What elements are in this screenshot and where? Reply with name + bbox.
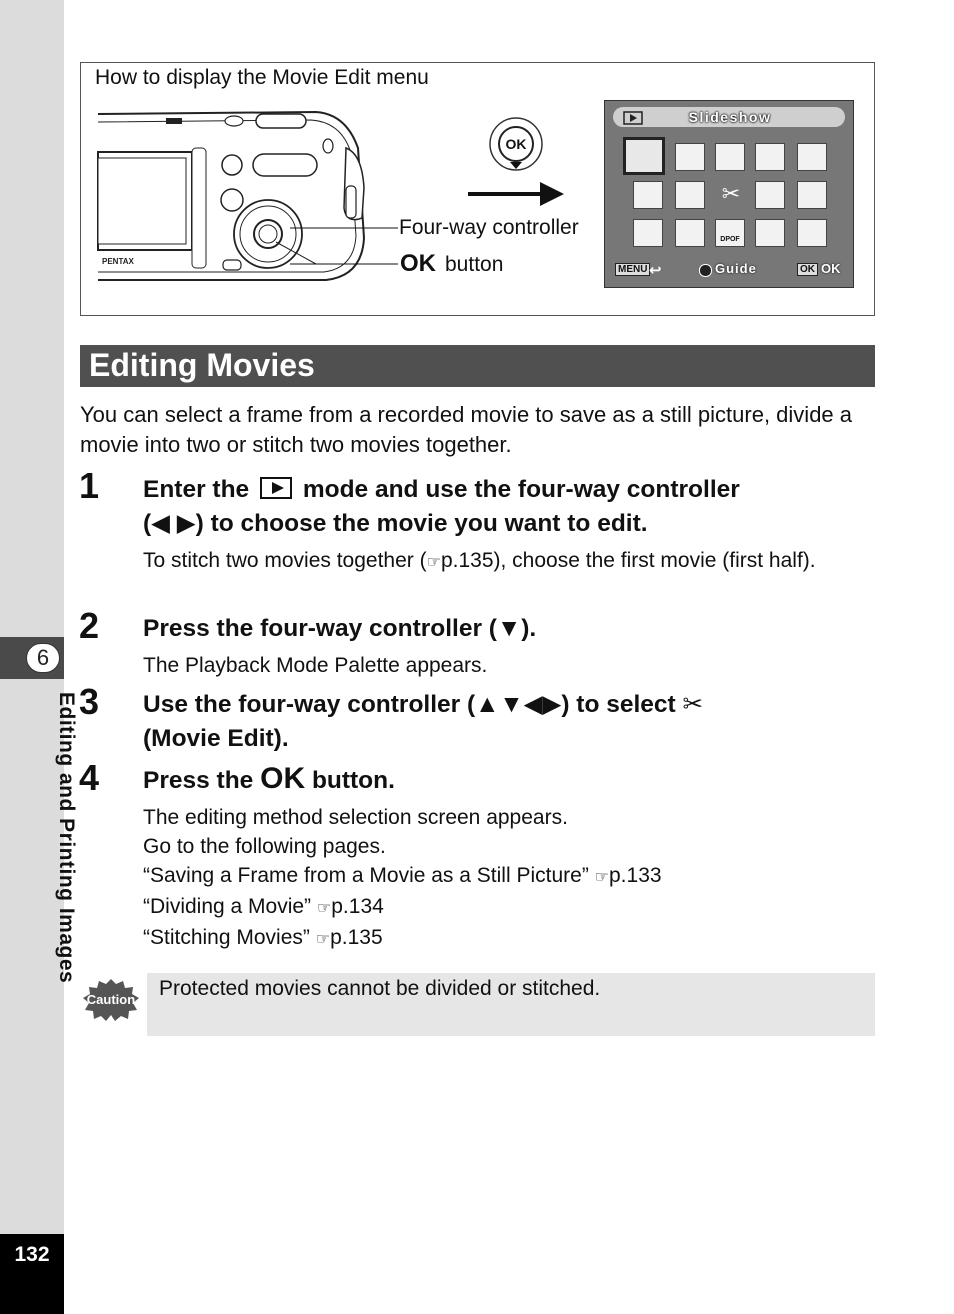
label-ok-word: OK <box>400 250 436 277</box>
palette-dpof-icon: DPOF <box>715 219 745 247</box>
step-1-text-b: mode and use the four-way controller <box>302 476 740 503</box>
footer-menu-key: MENU <box>615 263 650 276</box>
figure-caption: How to display the Movie Edit menu <box>95 66 429 89</box>
footer-guide: Guide <box>715 261 757 276</box>
step-4-number: 4 <box>79 757 100 798</box>
movie-edit-icon: ✂ <box>682 691 704 718</box>
palette-startup-icon <box>797 219 827 247</box>
palette-resize-icon <box>675 143 705 171</box>
palette-red-eye-icon <box>797 181 827 209</box>
step-2-number: 2 <box>79 605 100 646</box>
step-4-note-2: Go to the following pages. <box>143 835 386 858</box>
label-four-way-controller: Four-way controller <box>399 216 579 239</box>
reference-dividing-movie-text: “Dividing a Movie” <box>143 895 312 918</box>
step-1-instruction <box>143 473 873 541</box>
ok-symbol: OK <box>260 762 306 795</box>
palette-voice-memo-icon <box>633 219 663 247</box>
step-1-text-a: Enter the <box>143 476 250 503</box>
playback-palette-screen <box>604 100 854 288</box>
step-3-number: 3 <box>79 681 100 722</box>
page-reference-icon: ☞ <box>316 900 332 917</box>
palette-copy-icon <box>755 143 785 171</box>
camera-brand: PENTAX <box>102 257 134 266</box>
step-3-text-a: Use the four-way controller (▲▼◀▶) to select <box>143 691 676 718</box>
palette-movie-edit-icon: ✂ <box>721 181 741 206</box>
caution-icon <box>82 978 140 1027</box>
page-number: 132 <box>14 1243 50 1266</box>
step-3-instruction <box>143 688 873 756</box>
footer-ok-key: OK <box>797 263 818 276</box>
ok-button-icon <box>489 117 545 178</box>
step-1-note-a: To stitch two movies together ( <box>143 549 427 572</box>
step-1-text-c: (◀ ▶) to choose the movie you want to edit. <box>143 510 648 537</box>
playback-mode-icon <box>260 477 292 499</box>
back-arrow-icon: ↩ <box>649 262 662 279</box>
reference-stitching-movies-text: “Stitching Movies” <box>143 926 310 949</box>
arrow-right-icon <box>468 180 568 213</box>
chapter-number: 6 <box>26 643 60 673</box>
step-4-notes <box>143 803 873 954</box>
step-2-instruction: Press the four-way controller (▼). <box>143 615 537 642</box>
footer-ok: OK <box>821 261 841 276</box>
reference-stitching-movies-page: p.135 <box>330 926 383 949</box>
palette-filter-icon <box>633 181 663 209</box>
section-intro: You can select a frame from a recorded movie to save as a still picture, divide a movie into two or stitch two movies together. <box>80 402 853 457</box>
screen-title: Slideshow <box>688 109 772 125</box>
palette-brightness-icon <box>675 181 705 209</box>
step-1-number: 1 <box>79 465 100 506</box>
reference-saving-frame-page: p.133 <box>609 864 662 887</box>
palette-trimming-icon <box>715 143 745 171</box>
reference-saving-frame-text: “Saving a Frame from a Movie as a Still Picture” <box>143 864 589 887</box>
screen-footer <box>605 261 854 281</box>
reference-saving-frame <box>143 861 873 892</box>
step-4-note-1: The editing method selection screen appears. <box>143 806 568 829</box>
caution-icon-label: Caution <box>86 992 136 1007</box>
step-4-text-a: Press the <box>143 767 254 794</box>
caution-text: Protected movies cannot be divided or stitched. <box>159 977 601 1000</box>
palette-frame-icon <box>755 181 785 209</box>
reference-dividing-movie-page: p.134 <box>331 895 384 918</box>
section-title: Editing Movies <box>89 347 315 383</box>
palette-rotate-icon <box>797 143 827 171</box>
guide-dot-icon <box>699 264 712 277</box>
step-4-text-b: button. <box>311 767 395 794</box>
step-1-note <box>143 546 873 577</box>
step-2-note: The Playback Mode Palette appears. <box>143 654 488 677</box>
chapter-title: Editing and Printing Images <box>55 692 78 984</box>
palette-protect-icon <box>675 219 705 247</box>
step-1-note-b: p.135), choose the first movie (first half). <box>440 549 816 572</box>
label-ok-button <box>400 250 503 278</box>
step-3-text-b: (Movie Edit). <box>143 725 289 752</box>
page-reference-icon: ☞ <box>594 869 609 886</box>
label-ok-suffix: button <box>445 253 504 276</box>
reference-dividing-movie <box>143 892 873 923</box>
page-reference-icon: ☞ <box>426 554 441 571</box>
palette-recover-icon <box>755 219 785 247</box>
page-reference-icon: ☞ <box>315 931 331 948</box>
reference-stitching-movies <box>143 923 873 954</box>
palette-slideshow-icon <box>623 137 665 175</box>
ok-icon-label: OK <box>505 136 527 152</box>
callout-lines <box>290 222 400 272</box>
step-4-instruction <box>143 762 873 798</box>
